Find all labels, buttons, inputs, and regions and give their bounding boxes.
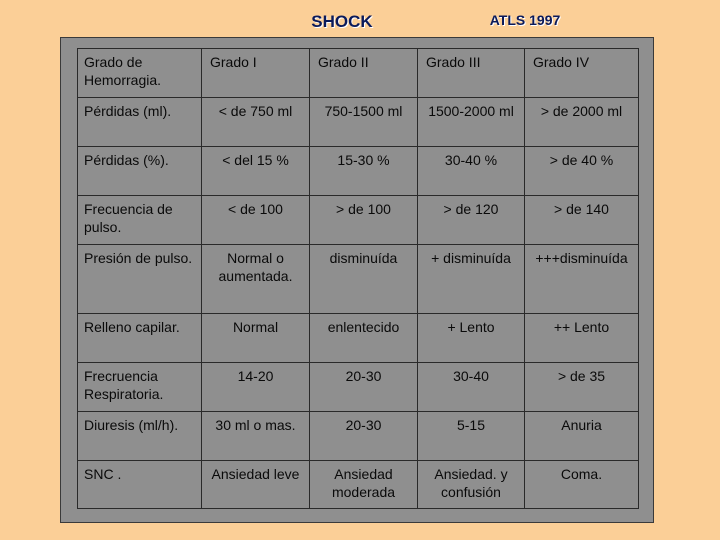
table-row [78,147,639,196]
table-cell: + Lento [418,314,525,363]
table-cell: +++disminuída [525,245,639,314]
table-cell: 14-20 [202,363,310,412]
table-cell: Normal [202,314,310,363]
table-cell: disminuída [310,245,418,314]
table-cell: 5-15 [418,412,525,461]
table-cell: 20-30 [310,363,418,412]
table-cell: 15-30 % [310,147,418,196]
table-cell: 750-1500 ml [310,98,418,147]
table-cell: 1500-2000 ml [418,98,525,147]
header-cell-grade-label: Grado de Hemorragia. [78,49,202,98]
row-label-cns: SNC . [78,461,202,509]
table-cell: Ansiedad. y confusión [418,461,525,509]
table-cell: Coma. [525,461,639,509]
slide-title: SHOCK [311,12,373,31]
table-cell: < de 100 [202,196,310,245]
table-cell: enlentecido [310,314,418,363]
table-cell: > de 140 [525,196,639,245]
table-cell: 20-30 [310,412,418,461]
row-label-losses-percent: Pérdidas (%). [78,147,202,196]
table-row [78,363,639,412]
slide-source-label: ATLS 1997 [489,12,561,28]
header-cell-grade-4: Grado IV [525,49,639,98]
hemorrhage-grade-table [77,48,639,509]
table-row [78,412,639,461]
table-row [78,314,639,363]
table-cell: Anuria [525,412,639,461]
table-cell: Ansiedad leve [202,461,310,509]
row-label-losses-ml: Pérdidas (ml). [78,98,202,147]
table-row [78,461,639,509]
table-cell: > de 100 [310,196,418,245]
header-cell-grade-3: Grado III [418,49,525,98]
table-cell: ++ Lento [525,314,639,363]
header-cell-grade-2: Grado II [310,49,418,98]
table-cell: < del 15 % [202,147,310,196]
row-label-respiratory-rate: Frecruencia Respiratoria. [78,363,202,412]
row-label-pulse-rate: Frecuencia de pulso. [78,196,202,245]
table-cell: > de 40 % [525,147,639,196]
table-cell: > de 35 [525,363,639,412]
table-cell: > de 120 [418,196,525,245]
table-cell: Ansiedad moderada [310,461,418,509]
table-cell: < de 750 ml [202,98,310,147]
table-row [78,98,639,147]
table-cell: 30-40 % [418,147,525,196]
table-cell: > de 2000 ml [525,98,639,147]
row-label-pulse-pressure: Presión de pulso. [78,245,202,314]
table-cell: 30-40 [418,363,525,412]
row-label-capillary-refill: Relleno capilar. [78,314,202,363]
table-cell: Normal o aumentada. [202,245,310,314]
table-cell: 30 ml o mas. [202,412,310,461]
table-header-row [78,49,639,98]
row-label-diuresis: Diuresis (ml/h). [78,412,202,461]
table-cell: + disminuída [418,245,525,314]
header-cell-grade-1: Grado I [202,49,310,98]
table-row [78,196,639,245]
table-row [78,245,639,314]
